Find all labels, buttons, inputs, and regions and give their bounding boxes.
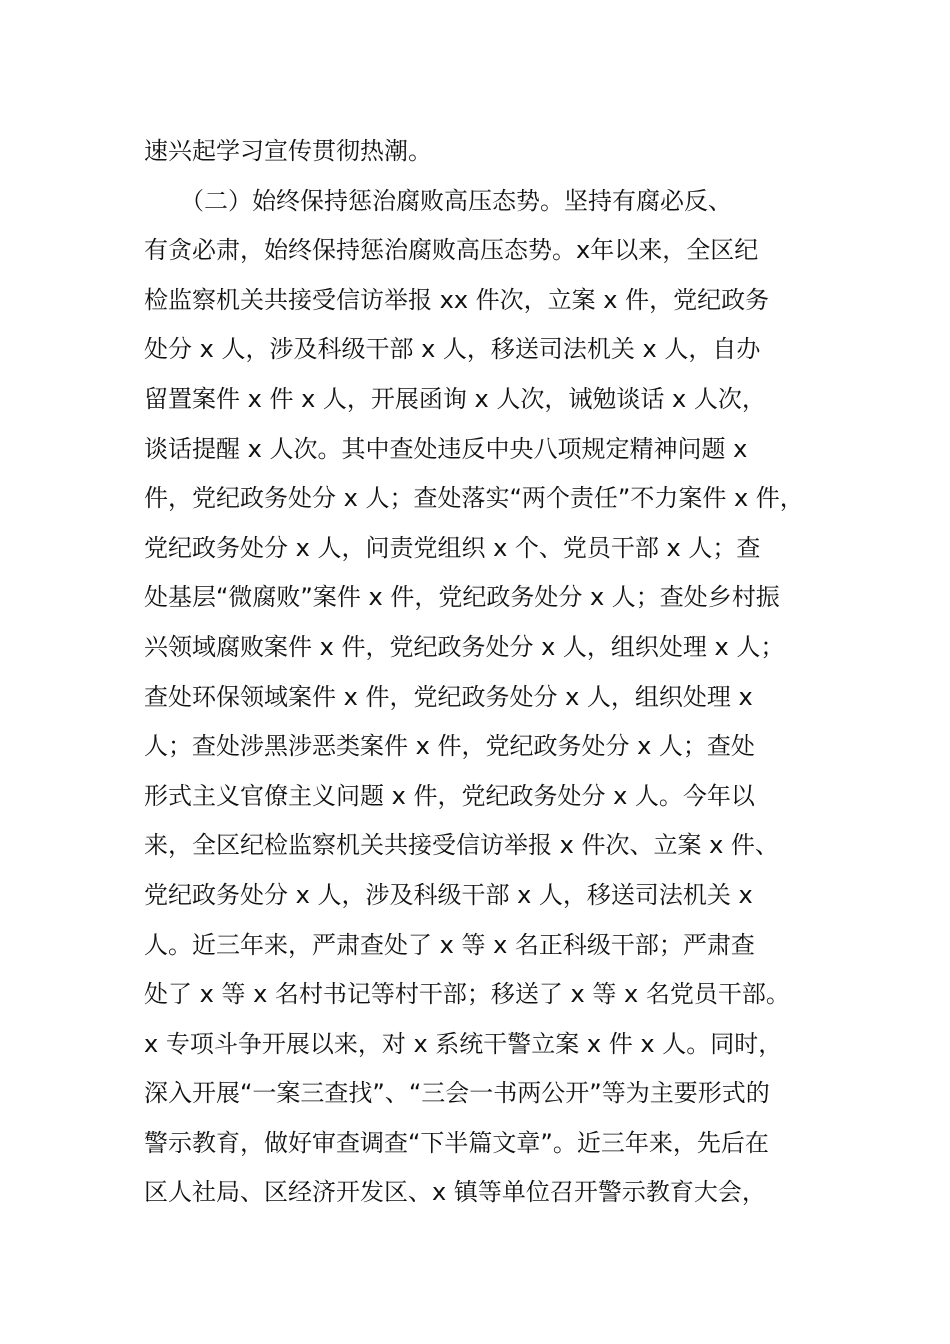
text-line: 党纪政务处分 x 人，涉及科级干部 x 人，移送司法机关 x (144, 880, 753, 909)
text-line: 人。近三年来，严肃查处了 x 等 x 名正科级干部；严肃查 (144, 930, 755, 959)
text-line: 处基层“微腐败”案件 x 件，党纪政务处分 x 人；查处乡村振 (144, 583, 780, 612)
text-line: 形式主义官僚主义问题 x 件，党纪政务处分 x 人。今年以 (144, 781, 755, 810)
text-line: 留置案件 x 件 x 人，开展函询 x 人次，诫勉谈话 x 人次， (144, 384, 766, 413)
text-line: 兴领域腐败案件 x 件，党纪政务处分 x 人，组织处理 x 人； (144, 632, 785, 661)
text-line: 来，全区纪检监察机关共接受信访举报 x 件次、立案 x 件、 (144, 831, 779, 860)
document-body (144, 127, 844, 1218)
text-line: 党纪政务处分 x 人，问责党组织 x 个、党员干部 x 人；查 (144, 533, 761, 562)
text-line: x 专项斗争开展以来，对 x 系统干警立案 x 件 x 人。同时， (144, 1029, 783, 1058)
text-line: 查处环保领域案件 x 件，党纪政务处分 x 人，组织处理 x (144, 682, 753, 711)
text-line: 有贪必肃，始终保持惩治腐败高压态势。x年以来，全区纪 (144, 236, 759, 265)
text-line: 区人社局、区经济开发区、x 镇等单位召开警示教育大会， (144, 1178, 766, 1207)
text-line: 人；查处涉黑涉恶类案件 x 件，党纪政务处分 x 人；查处 (144, 732, 755, 761)
text-line: 处分 x 人，涉及科级干部 x 人，移送司法机关 x 人，自办 (144, 335, 761, 364)
text-line: 件，党纪政务处分 x 人；查处落实“两个责任”不力案件 x 件， (144, 484, 804, 513)
text-line: 深入开展“一案三查找”、“三会一书两公开”等为主要形式的 (144, 1079, 770, 1108)
text-line: 谈话提醒 x 人次。其中查处违反中央八项规定精神问题 x (144, 434, 748, 463)
text-line: 速兴起学习宣传贯彻热潮。 (144, 137, 432, 165)
text-line: 处了 x 等 x 名村书记等村干部；移送了 x 等 x 名党员干部。 (144, 980, 790, 1009)
text-line: 警示教育，做好审查调查“下半篇文章”。近三年来，先后在 (144, 1128, 769, 1157)
text-line: （二）始终保持惩治腐败高压态势。坚持有腐必反、 (144, 186, 732, 215)
text-line: 检监察机关共接受信访举报 xx 件次，立案 x 件，党纪政务 (144, 285, 770, 314)
